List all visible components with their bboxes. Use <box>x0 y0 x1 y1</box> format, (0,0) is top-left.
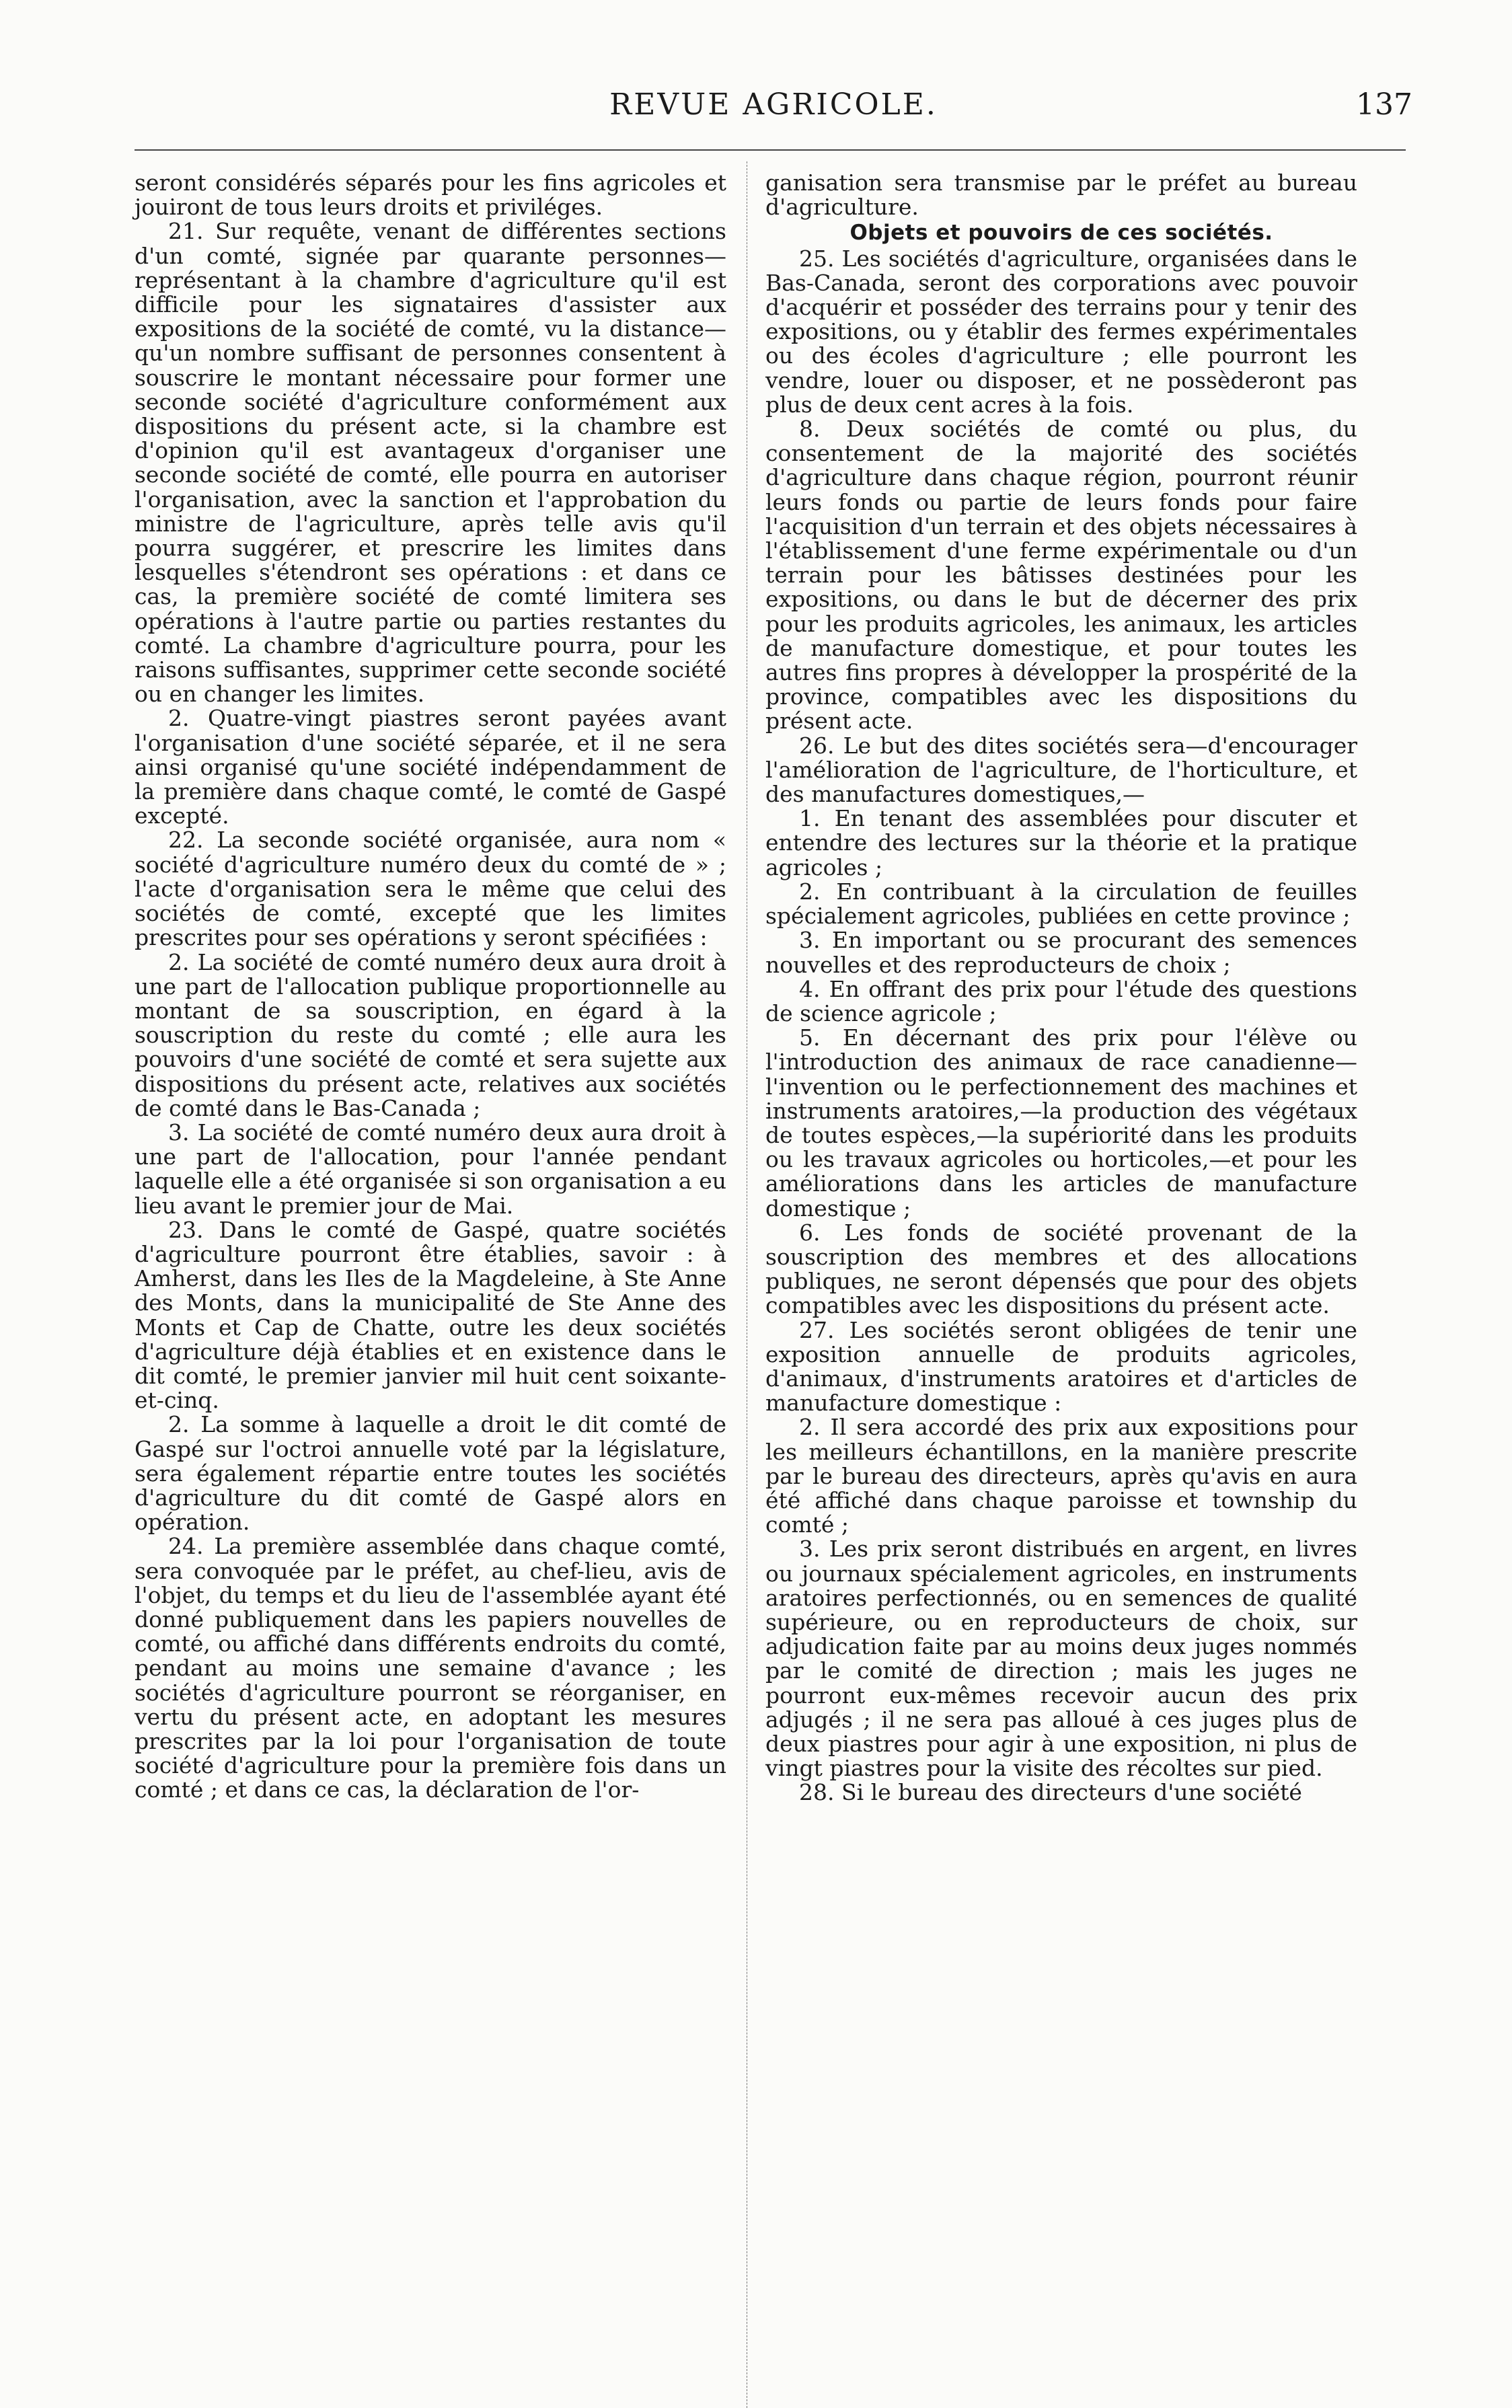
paragraph: 5. En décernant des prix pour l'élève ou l'introduction des animaux de race canadienne—l'invention ou le perfectionnement des machines et instruments aratoires,—la production des végétaux de toutes espèces,—la supériorité dans les produits ou les travaux agricoles ou horticoles,—et pour les améliorations dans les articles de manufacture domestique ; <box>765 1024 1357 1221</box>
paragraph: 8. Deux sociétés de comté ou plus, du consentement de la majorité des sociétés d'agriculture dans chaque région, pourront réunir leurs fonds ou partie de leurs fonds pour faire l'acquisition d'un terrain et des objets nécessaires à l'établissement d'une ferme expérimentale ou d'un terrain pour les bâtisses destinées pour les expositions, ou dans le but de décerner des prix pour les produits agricoles, les animaux, les articles de manufacture domestique, et pour toutes les autres fins propres à développer la prospérité de la province, compatibles avec les dispositions du présent acte. <box>765 416 1357 735</box>
page-number: 137 <box>1356 87 1412 122</box>
paragraph: ganisation sera transmise par le préfet au bureau d'agriculture. <box>765 170 1357 221</box>
paragraph: 2. Il sera accordé des prix aux expositions pour les meilleurs échantillons, en la manière prescrite par le bureau des directeurs, après qu'avis en aura été affiché dans chaque paroisse et township du comté ; <box>765 1414 1357 1538</box>
paragraph: 23. Dans le comté de Gaspé, quatre sociétés d'agriculture pourront être établies, savoir : à Amherst, dans les Iles de la Magdeleine, à Ste Anne des Monts, dans la municipalité de Ste Anne des Monts et Cap de Chatte, outre les deux sociétés d'agriculture déjà établies et en existence dans le dit comté, le premier janvier mil huit cent soixante-et-cinq. <box>135 1216 726 1414</box>
left-column <box>135 171 726 1803</box>
header-rule <box>135 149 1406 151</box>
paragraph: 4. En offrant des prix pour l'étude des questions de science agricole ; <box>765 975 1357 1026</box>
running-title: REVUE AGRICOLE. <box>609 87 938 122</box>
paragraph: 2. La somme à laquelle a droit le dit comté de Gaspé sur l'octroi annuelle voté par la législature, sera également répartie entre toutes les sociétés d'agriculture du dit comté de Gaspé alors en opération. <box>135 1411 726 1536</box>
section-heading: Objets et pouvoirs de ces sociétés. <box>849 221 1273 246</box>
paragraph: seront considérés séparés pour les fins agricoles et jouiront de tous leurs droits et priviléges. <box>135 170 726 221</box>
paragraph: 6. Les fonds de société provenant de la souscription des membres et des allocations publiques, ne seront dépensés que pour des objets compatibles avec les dispositions du présent acte. <box>765 1219 1357 1319</box>
paragraph: 1. En tenant des assemblées pour discuter et entendre des lectures sur la théorie et la pratique agricoles ; <box>765 805 1357 880</box>
paragraph: 22. La seconde société organisée, aura nom « société d'agriculture numéro deux du comté de » ; l'acte d'organisation sera le même que celui des sociétés de comté, excepté que les limites prescrites pour ses opérations y seront spécifiées : <box>135 827 726 951</box>
paragraph: 21. Sur requête, venant de différentes sections d'un comté, signée par quarante personnes—représentant à la chambre d'agriculture qu'il est difficile pour les signataires d'assister aux expositions de la société de comté, vu la distance—qu'un nombre suffisant de personnes consentent à souscrire le montant nécessaire pour former une seconde société d'agriculture conformément aux dispositions du présent acte, si la chambre est d'opinion qu'il est avantageux d'organiser une seconde société de comté, elle pourra en autoriser l'organisation, avec la sanction et l'approbation du ministre de l'agriculture, après telle avis qu'il pourra suggérer, et prescrire les limites dans lesquelles s'étendront ses opérations : et dans ce cas, la première société de comté limitera ses opérations à l'autre partie ou parties restantes du comté. La chambre d'agriculture pourra, pour les raisons suffisantes, supprimer cette seconde société ou en changer les limites. <box>135 218 726 708</box>
paragraph: 25. Les sociétés d'agriculture, organisées dans le Bas-Canada, seront des corporations avec pouvoir d'acquérir et posséder des terrains pour y tenir des expositions, ou y établir des fermes expérimentales ou des écoles d'agriculture ; elle pourront les vendre, louer ou disposer, et ne possèderont pas plus de deux cent acres à la fois. <box>765 245 1357 418</box>
paragraph: 27. Les sociétés seront obligées de tenir une exposition annuelle de produits agricoles, d'animaux, d'instruments aratoires et d'articles de manufacture domestique : <box>765 1316 1357 1417</box>
paragraph: 2. Quatre-vingt piastres seront payées avant l'organisation d'une société séparée, et il ne sera ainsi organisé qu'une société indépendamment de la première dans chaque comté, le comté de Gaspé excepté. <box>135 705 726 829</box>
paragraph: 28. Si le bureau des directeurs d'une société <box>799 1779 1302 1806</box>
paragraph: 2. En contribuant à la circulation de feuilles spécialement agricoles, publiées en cette province ; <box>765 878 1357 930</box>
paragraph: 3. En important ou se procurant des semences nouvelles et des reproducteurs de choix ; <box>765 927 1357 978</box>
paragraph: 3. La société de comté numéro deux aura droit à une part de l'allocation, pour l'année pendant laquelle elle a été organisée si son organisation a eu lieu avant le premier jour de Mai. <box>135 1119 726 1219</box>
paragraph: 26. Le but des dites sociétés sera—d'encourager l'amélioration de l'agriculture, de l'horticulture, et des manufactures domestiques,— <box>765 732 1357 808</box>
paragraph: 2. La société de comté numéro deux aura droit à une part de l'allocation publique proportionnelle au montant de sa souscription, en égard à la souscription du reste du comté ; elle aura les pouvoirs d'une société de comté et sera sujette aux dispositions du présent acte, relatives aux sociétés de comté dans le Bas-Canada ; <box>135 948 726 1121</box>
paragraph: 24. La première assemblée dans chaque comté, sera convoquée par le préfet, au chef-lieu, avis de l'objet, du temps et du lieu de l'assemblée ayant été donné publiquement dans les papiers nouvelles de comté, ou affiché dans différents endroits du comté, pendant au moins une semaine d'avance ; les sociétés d'agriculture pourront se réorganiser, en vertu du présent acte, en adoptant les mesures prescrites par la loi pour l'organisation de toute société d'agriculture pour la première fois dans un comté ; et dans ce cas, la déclaration de l'or- <box>135 1533 726 1803</box>
paragraph: 3. Les prix seront distribués en argent, en livres ou journaux spécialement agricoles, en instruments aratoires perfectionnés, ou en semences de qualité supérieure, ou en reproducteurs de choix, sur adjudication faite par au moins deux juges nommés par le comité de direction ; mais les juges ne pourront eux-mêmes recevoir aucun des prix adjugés ; il ne sera pas alloué à ces juges plus de deux piastres pour agir à une exposition, ni plus de vingt piastres pour la visite des récoltes sur pied. <box>765 1536 1357 1782</box>
right-column <box>765 171 1357 1805</box>
page-header <box>135 87 1412 141</box>
